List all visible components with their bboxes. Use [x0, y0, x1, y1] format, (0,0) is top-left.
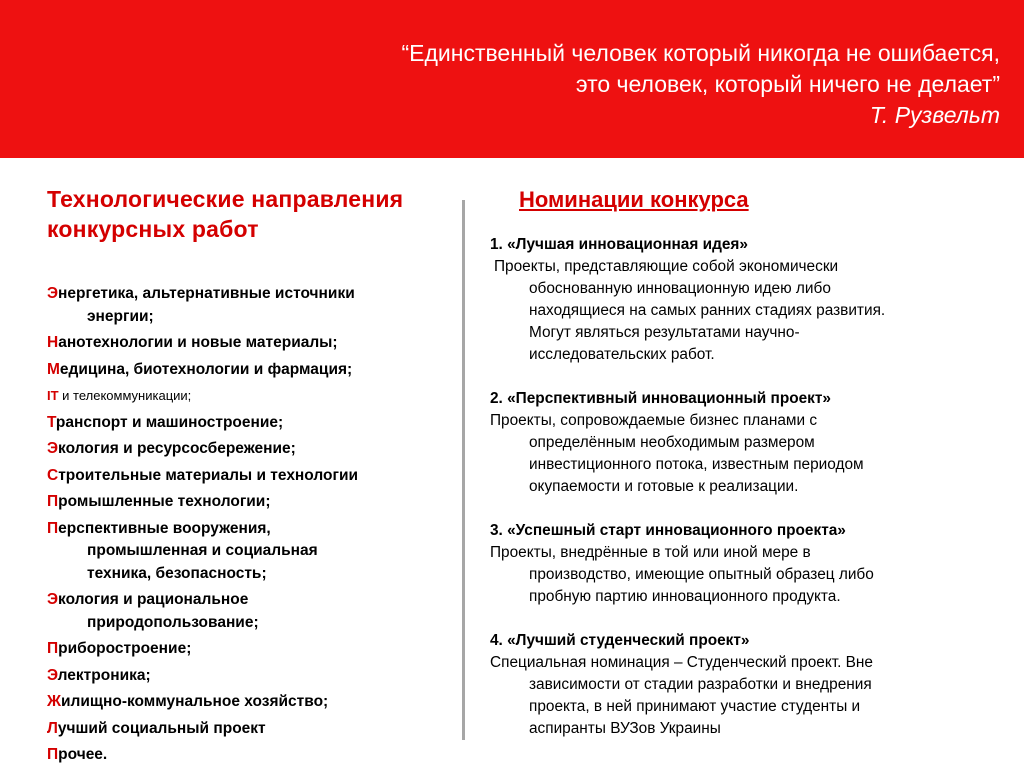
- nomination-description-line: аспиранты ВУЗов Украины: [529, 720, 721, 737]
- nomination-block: [490, 520, 990, 608]
- direction-text: и телекоммуникации;: [58, 388, 192, 403]
- direction-item: [47, 665, 457, 688]
- nomination-description: Специальная номинация – Студенческий проект. Вне: [490, 654, 873, 671]
- nomination-block: [490, 388, 990, 498]
- nomination-title: 3. «Успешный старт инновационного проекта»: [490, 522, 846, 539]
- direction-text-continued: энергии;: [87, 307, 154, 325]
- direction-initial: Ж: [47, 693, 62, 710]
- nomination-title: 2. «Перспективный инновационный проект»: [490, 390, 831, 407]
- right-section-title: Номинации конкурса: [519, 187, 749, 212]
- nomination-description: Проекты, внедрённые в той или иной мере в: [490, 544, 811, 561]
- direction-initial: Н: [47, 334, 59, 351]
- nomination-description: Проекты, представляющие собой экономически: [494, 258, 839, 275]
- direction-item: [47, 283, 457, 328]
- direction-item: [47, 385, 457, 408]
- direction-text: кология и рациональное: [58, 591, 249, 608]
- tech-directions-list: [47, 283, 457, 771]
- direction-item: [47, 638, 457, 661]
- nomination-block: [490, 234, 990, 366]
- quote-author: Т. Рузвельт: [869, 102, 1000, 128]
- direction-item: [47, 491, 457, 514]
- nomination-title: 4. «Лучший студенческий проект»: [490, 632, 750, 649]
- nomination-description-line: обоснованную инновационную идею либо: [529, 280, 831, 297]
- direction-initial: Э: [47, 591, 59, 608]
- nomination-description-line: проекта, в ней принимают участие студенты и: [529, 698, 861, 715]
- direction-initial: П: [47, 493, 59, 510]
- direction-item: [47, 744, 457, 767]
- direction-text-continued: природопользование;: [87, 613, 259, 631]
- nomination-description-line: Могут являться результатами научно-: [529, 324, 800, 341]
- direction-initial: Т: [47, 413, 56, 431]
- direction-text: кология и ресурсосбережение;: [58, 440, 296, 457]
- direction-text-continued: промышленная и социальная: [87, 542, 318, 559]
- direction-initial: П: [47, 746, 59, 763]
- direction-initial: Э: [47, 285, 59, 302]
- nomination-description-line: исследовательских работ.: [529, 346, 715, 363]
- nomination-description: Проекты, сопровождаемые бизнес планами с: [490, 412, 818, 429]
- nomination-description-line: определённым необходимым размером: [529, 434, 815, 451]
- direction-initial: М: [47, 360, 60, 378]
- direction-item: [47, 589, 457, 634]
- direction-initial: Л: [47, 719, 58, 737]
- direction-text: троительные материалы и технологии: [58, 466, 359, 484]
- nomination-block: [490, 630, 990, 740]
- direction-text: нергетика, альтернативные источники: [58, 285, 355, 302]
- direction-item: [47, 465, 457, 488]
- direction-initial: С: [47, 466, 59, 484]
- direction-item: [47, 332, 457, 355]
- direction-initial: П: [47, 640, 59, 657]
- direction-text: анотехнологии и новые материалы;: [58, 334, 338, 351]
- direction-initial: Э: [47, 666, 58, 684]
- nomination-description-line: зависимости от стадии разработки и внедрения: [529, 676, 872, 693]
- column-divider: [462, 200, 465, 740]
- nominations-list: [490, 234, 990, 762]
- direction-text: илищно-коммунальное хозяйство;: [61, 693, 329, 710]
- quote-text: [100, 38, 1000, 131]
- direction-text: ерспективные вооружения,: [58, 519, 271, 537]
- nomination-description-line: инвестиционного потока, известным периодом: [529, 456, 864, 473]
- direction-item: [47, 412, 457, 435]
- direction-initial: П: [47, 519, 59, 537]
- direction-initial: Э: [47, 440, 59, 457]
- direction-initial: IT: [47, 388, 59, 403]
- direction-item: [47, 718, 457, 741]
- direction-item: [47, 438, 457, 461]
- direction-text: ранспорт и машиностроение;: [55, 413, 284, 431]
- direction-text: ромышленные технологии;: [58, 493, 271, 510]
- direction-text: учший социальный проект: [57, 719, 266, 737]
- direction-text: рочее.: [58, 746, 108, 763]
- quote-line-1: “Единственный человек который никогда не ошибается,: [401, 40, 1000, 66]
- nomination-title: 1. «Лучшая инновационная идея»: [490, 236, 748, 253]
- direction-item: [47, 518, 457, 586]
- direction-item: [47, 359, 457, 382]
- quote-banner: [0, 0, 1024, 158]
- direction-text-continued: техника, безопасность;: [87, 564, 267, 582]
- nomination-description-line: пробную партию инновационного продукта.: [529, 588, 841, 605]
- direction-text: лектроника;: [57, 666, 151, 684]
- nomination-description-line: находящиеся на самых ранних стадиях развития.: [529, 302, 886, 319]
- left-section-title: Технологические направления конкурсных работ: [47, 186, 404, 242]
- nomination-description-line: производство, имеющие опытный образец либо: [529, 566, 874, 583]
- nomination-description-line: окупаемости и готовые к реализации.: [529, 478, 799, 495]
- quote-line-2: это человек, который ничего не делает”: [575, 71, 1000, 97]
- direction-item: [47, 691, 457, 714]
- direction-text: риборостроение;: [58, 640, 192, 657]
- direction-text: едицина, биотехнологии и фармация;: [59, 360, 353, 378]
